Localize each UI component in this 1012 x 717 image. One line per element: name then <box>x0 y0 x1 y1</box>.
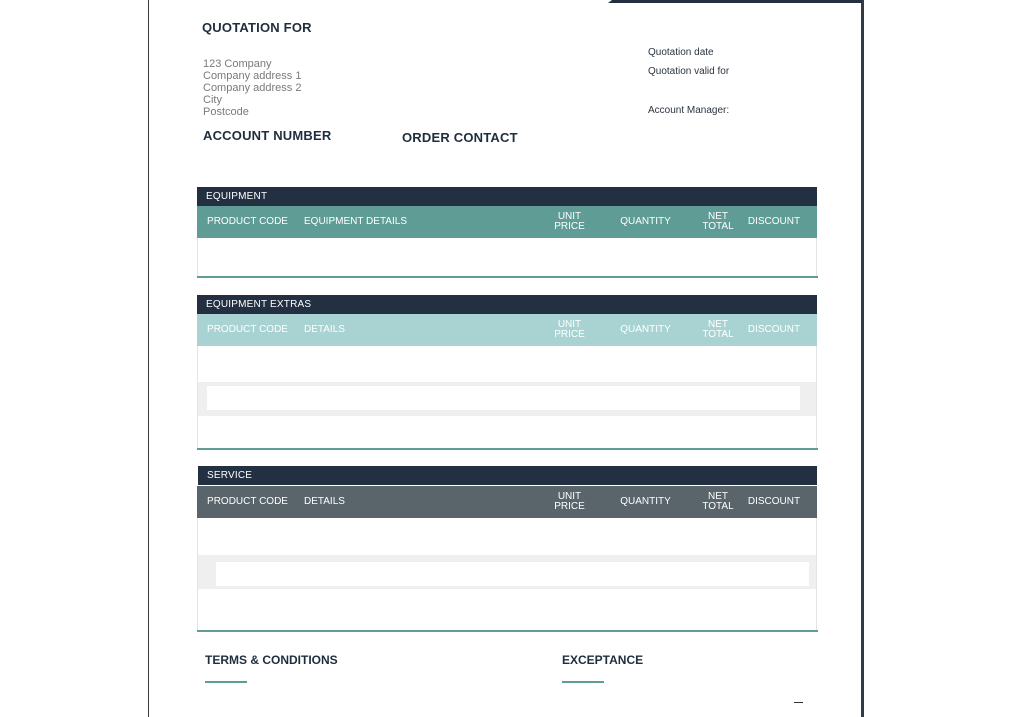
page-left-edge <box>148 0 149 717</box>
equipment-column-headers <box>197 206 817 238</box>
header-band <box>612 0 862 3</box>
col-product-code: PRODUCT CODE <box>207 324 288 335</box>
service-row-field[interactable] <box>216 562 809 586</box>
service-bottom-rule <box>197 630 818 632</box>
col-discount: DISCOUNT <box>747 216 801 227</box>
col-quantity: QUANTITY <box>620 324 671 335</box>
signature-line-mark <box>794 702 803 703</box>
equipment-section-bar: EQUIPMENT <box>197 187 817 206</box>
col-quantity: QUANTITY <box>620 216 671 227</box>
col-net-total: NET TOTAL <box>702 491 734 512</box>
col-details: EQUIPMENT DETAILS <box>304 216 407 227</box>
col-product-code: PRODUCT CODE <box>207 496 288 507</box>
account-manager-label: Account Manager: <box>648 105 730 116</box>
extras-bottom-rule <box>197 448 818 450</box>
address-block <box>203 58 301 118</box>
col-details: DETAILS <box>304 496 345 507</box>
service-section-bar: SERVICE <box>198 466 817 485</box>
address-line: Company address 2 <box>203 82 302 94</box>
terms-underline <box>205 681 247 683</box>
quotation-valid-label: Quotation valid for <box>648 66 730 77</box>
equipment-row[interactable] <box>197 238 817 276</box>
acceptance-heading: EXCEPTANCE <box>562 653 644 667</box>
address-line: Company address 1 <box>203 70 302 82</box>
col-product-code: PRODUCT CODE <box>207 216 288 227</box>
page-right-edge <box>861 0 864 717</box>
extras-column-headers <box>197 314 817 346</box>
col-details: DETAILS <box>304 324 345 335</box>
extras-section-bar: EQUIPMENT EXTRAS <box>197 295 817 314</box>
address-line: 123 Company <box>203 58 272 70</box>
col-discount: DISCOUNT <box>747 496 801 507</box>
service-column-headers <box>197 486 817 518</box>
col-quantity: QUANTITY <box>620 496 671 507</box>
terms-heading: TERMS & CONDITIONS <box>205 653 338 667</box>
equipment-bottom-rule <box>197 276 818 278</box>
col-unit-price: UNIT PRICE <box>554 491 585 512</box>
address-line: Postcode <box>203 106 249 118</box>
order-contact-heading: ORDER CONTACT <box>402 130 518 145</box>
col-unit-price: UNIT PRICE <box>554 319 585 340</box>
col-discount: DISCOUNT <box>747 324 801 335</box>
extras-row-field[interactable] <box>207 386 800 410</box>
col-net-total: NET TOTAL <box>702 211 734 232</box>
quotation-for-title: QUOTATION FOR <box>202 20 312 35</box>
col-unit-price: UNIT PRICE <box>554 211 585 232</box>
acceptance-underline <box>562 681 604 683</box>
col-net-total: NET TOTAL <box>702 319 734 340</box>
quotation-date-label: Quotation date <box>648 47 714 58</box>
address-line: City <box>203 94 222 106</box>
account-number-heading: ACCOUNT NUMBER <box>203 128 332 143</box>
